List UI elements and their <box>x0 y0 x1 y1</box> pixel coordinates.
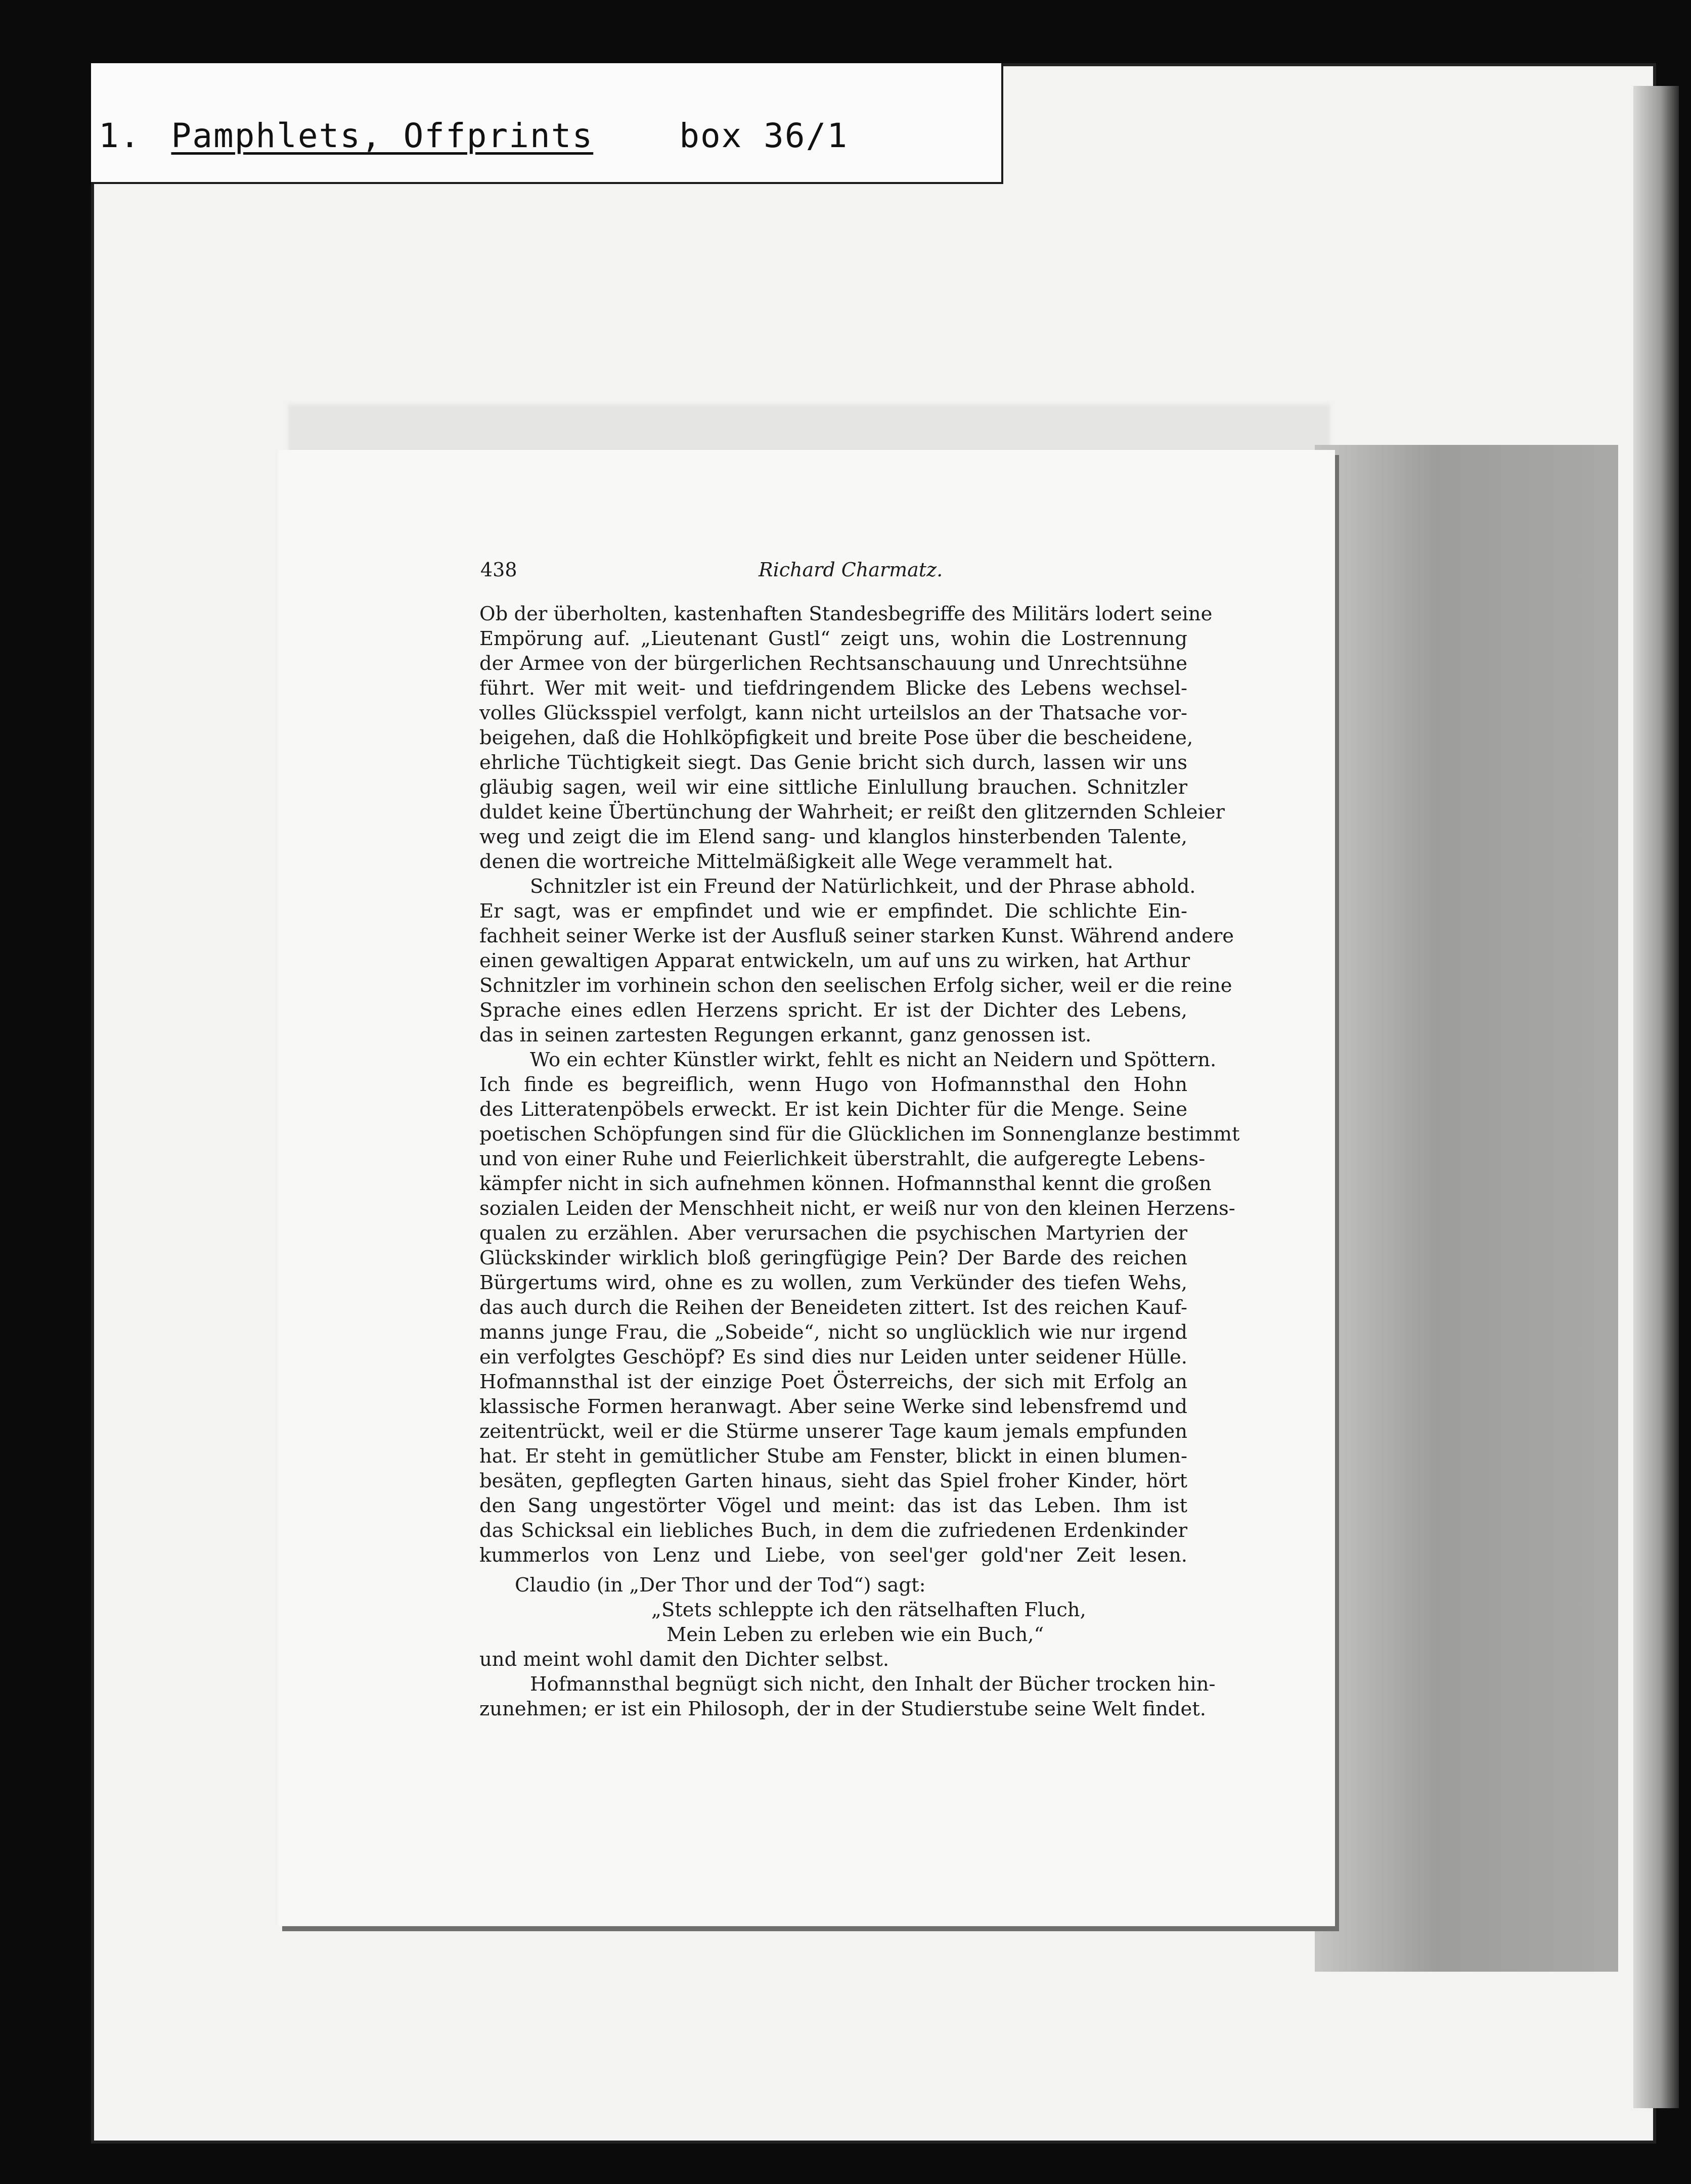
text-line: Bürgertums wird, ohne es zu wollen, zum Verkünder des tiefen Wehs, <box>479 1271 1187 1294</box>
text-line: den Sang ungestörter Vögel und meint: das ist das Leben. Ihm ist <box>479 1494 1187 1517</box>
text-line: beigehen, daß die Hohlköpfigkeit und breite Pose über die bescheidene, <box>479 726 1193 749</box>
text-line: der Armee von der bürgerlichen Rechtsanschauung und Unrechtsühne <box>479 652 1187 675</box>
page-number: 438 <box>480 559 517 581</box>
offprint-page <box>278 450 1335 1926</box>
label-box-number: box 36/1 <box>679 116 849 155</box>
text-line: kämpfer nicht in sich aufnehmen können. Hofmannsthal kennt die großen <box>479 1172 1212 1195</box>
text-line: führt. Wer mit weit- und tiefdringendem Blicke des Lebens wechsel- <box>479 677 1187 700</box>
text-line: denen die wortreiche Mittelmäßigkeit alle Wege verammelt hat. <box>479 850 1114 873</box>
text-line: ehrliche Tüchtigkeit siegt. Das Genie bricht sich durch, lassen wir uns <box>479 751 1187 774</box>
text-line: zunehmen; er ist ein Philosoph, der in der Studierstube seine Welt findet. <box>479 1698 1206 1720</box>
quote-intro: Claudio (in „Der Thor und der Tod“) sagt: <box>515 1574 926 1597</box>
text-line: Hofmannsthal ist der einzige Poet Österreichs, der sich mit Erfolg an <box>479 1371 1187 1393</box>
text-line: Wo ein echter Künstler wirkt, fehlt es nicht an Neidern und Spöttern. <box>530 1049 1217 1071</box>
text-line: Empörung auf. „Lieutenant Gustl“ zeigt uns, wohin die Lostrennung <box>479 627 1187 650</box>
text-line: volles Glücksspiel verfolgt, kann nicht urteilslos an der Thatsache vor- <box>479 702 1187 724</box>
label-title: Pamphlets, Offprints <box>171 116 594 155</box>
text-line: Hofmannsthal begnügt sich nicht, den Inhalt der Bücher trocken hin- <box>530 1673 1216 1696</box>
text-line: das auch durch die Reihen der Beneideten zittert. Ist des reichen Kauf- <box>479 1296 1187 1319</box>
text-line: fachheit seiner Werke ist der Ausfluß seiner starken Kunst. Während andere <box>479 925 1234 947</box>
text-line: Er sagt, was er empfindet und wie er empfindet. Die schlichte Ein- <box>479 900 1187 923</box>
text-line: besäten, gepflegten Garten hinaus, sieht das Spiel froher Kinder, hört <box>479 1470 1187 1492</box>
text-line: Schnitzler im vorhinein schon den seelischen Erfolg sicher, weil er die reine <box>479 974 1232 997</box>
text-line: zeitentrückt, weil er die Stürme unserer Tage kaum jemals empfunden <box>479 1420 1187 1443</box>
text-line: poetischen Schöpfungen sind für die Glücklichen im Sonnenglanze bestimmt <box>479 1123 1240 1146</box>
text-line: klassische Formen heranwagt. Aber seine Werke sind lebensfremd und <box>479 1395 1187 1418</box>
text-line: Glückskinder wirklich bloß geringfügige Pein? Der Barde des reichen <box>479 1247 1187 1269</box>
verse-line: Mein Leben zu erleben wie ein Buch,“ <box>666 1623 1044 1646</box>
text-line: duldet keine Übertünchung der Wahrheit; er reißt den glitzernden Schleier <box>479 801 1225 824</box>
text-line: und von einer Ruhe und Feierlichkeit überstrahlt, die aufgeregte Lebens- <box>479 1148 1206 1170</box>
verse-line: „Stets schleppte ich den rätselhaften Fluch, <box>651 1599 1086 1621</box>
label-number: 1. <box>99 116 141 155</box>
text-line: Schnitzler ist ein Freund der Natürlichkeit, und der Phrase abhold. <box>530 875 1196 898</box>
text-line: Sprache eines edlen Herzens spricht. Er ist der Dichter des Lebens, <box>479 999 1187 1022</box>
text-line: manns junge Frau, die „Sobeide“, nicht so unglücklich wie nur irgend <box>479 1321 1187 1344</box>
text-line: weg und zeigt die im Elend sang- und klanglos hinsterbenden Talente, <box>479 826 1187 848</box>
sheet-edge <box>1633 86 1679 2108</box>
text-line: hat. Er steht in gemütlicher Stube am Fenster, blickt in einen blumen- <box>479 1445 1187 1468</box>
text-line: und meint wohl damit den Dichter selbst. <box>479 1648 889 1671</box>
text-line: sozialen Leiden der Menschheit nicht, er weiß nur von den kleinen Herzens- <box>479 1197 1235 1220</box>
text-line: das in seinen zartesten Regungen erkannt, ganz genossen ist. <box>479 1024 1092 1046</box>
text-line: qualen zu erzählen. Aber verursachen die psychischen Martyrien der <box>479 1222 1187 1245</box>
page-body-text <box>479 602 1240 1721</box>
text-line: gläubig sagen, weil wir eine sittliche Einlullung brauchen. Schnitzler <box>479 776 1187 799</box>
page-shadow <box>1315 445 1618 1972</box>
text-line: Ob der überholten, kastenhaften Standesbegriffe des Militärs lodert seine <box>479 603 1213 625</box>
text-line: kummerlos von Lenz und Liebe, von seel'ger gold'ner Zeit lesen. <box>479 1544 1187 1567</box>
text-line: das Schicksal ein liebliches Buch, in dem die zufriedenen Erdenkinder <box>479 1519 1187 1542</box>
text-line: Ich finde es begreiflich, wenn Hugo von Hofmannsthal den Hohn <box>479 1073 1187 1096</box>
running-head-author: Richard Charmatz. <box>759 559 943 581</box>
archive-label <box>99 116 848 155</box>
text-line: des Litteratenpöbels erweckt. Er ist kein Dichter für die Menge. Seine <box>479 1098 1187 1121</box>
text-line: einen gewaltigen Apparat entwickeln, um auf uns zu wirken, hat Arthur <box>479 949 1190 972</box>
text-line: ein verfolgtes Geschöpf? Es sind dies nur Leiden unter seidener Hülle. <box>479 1346 1187 1369</box>
